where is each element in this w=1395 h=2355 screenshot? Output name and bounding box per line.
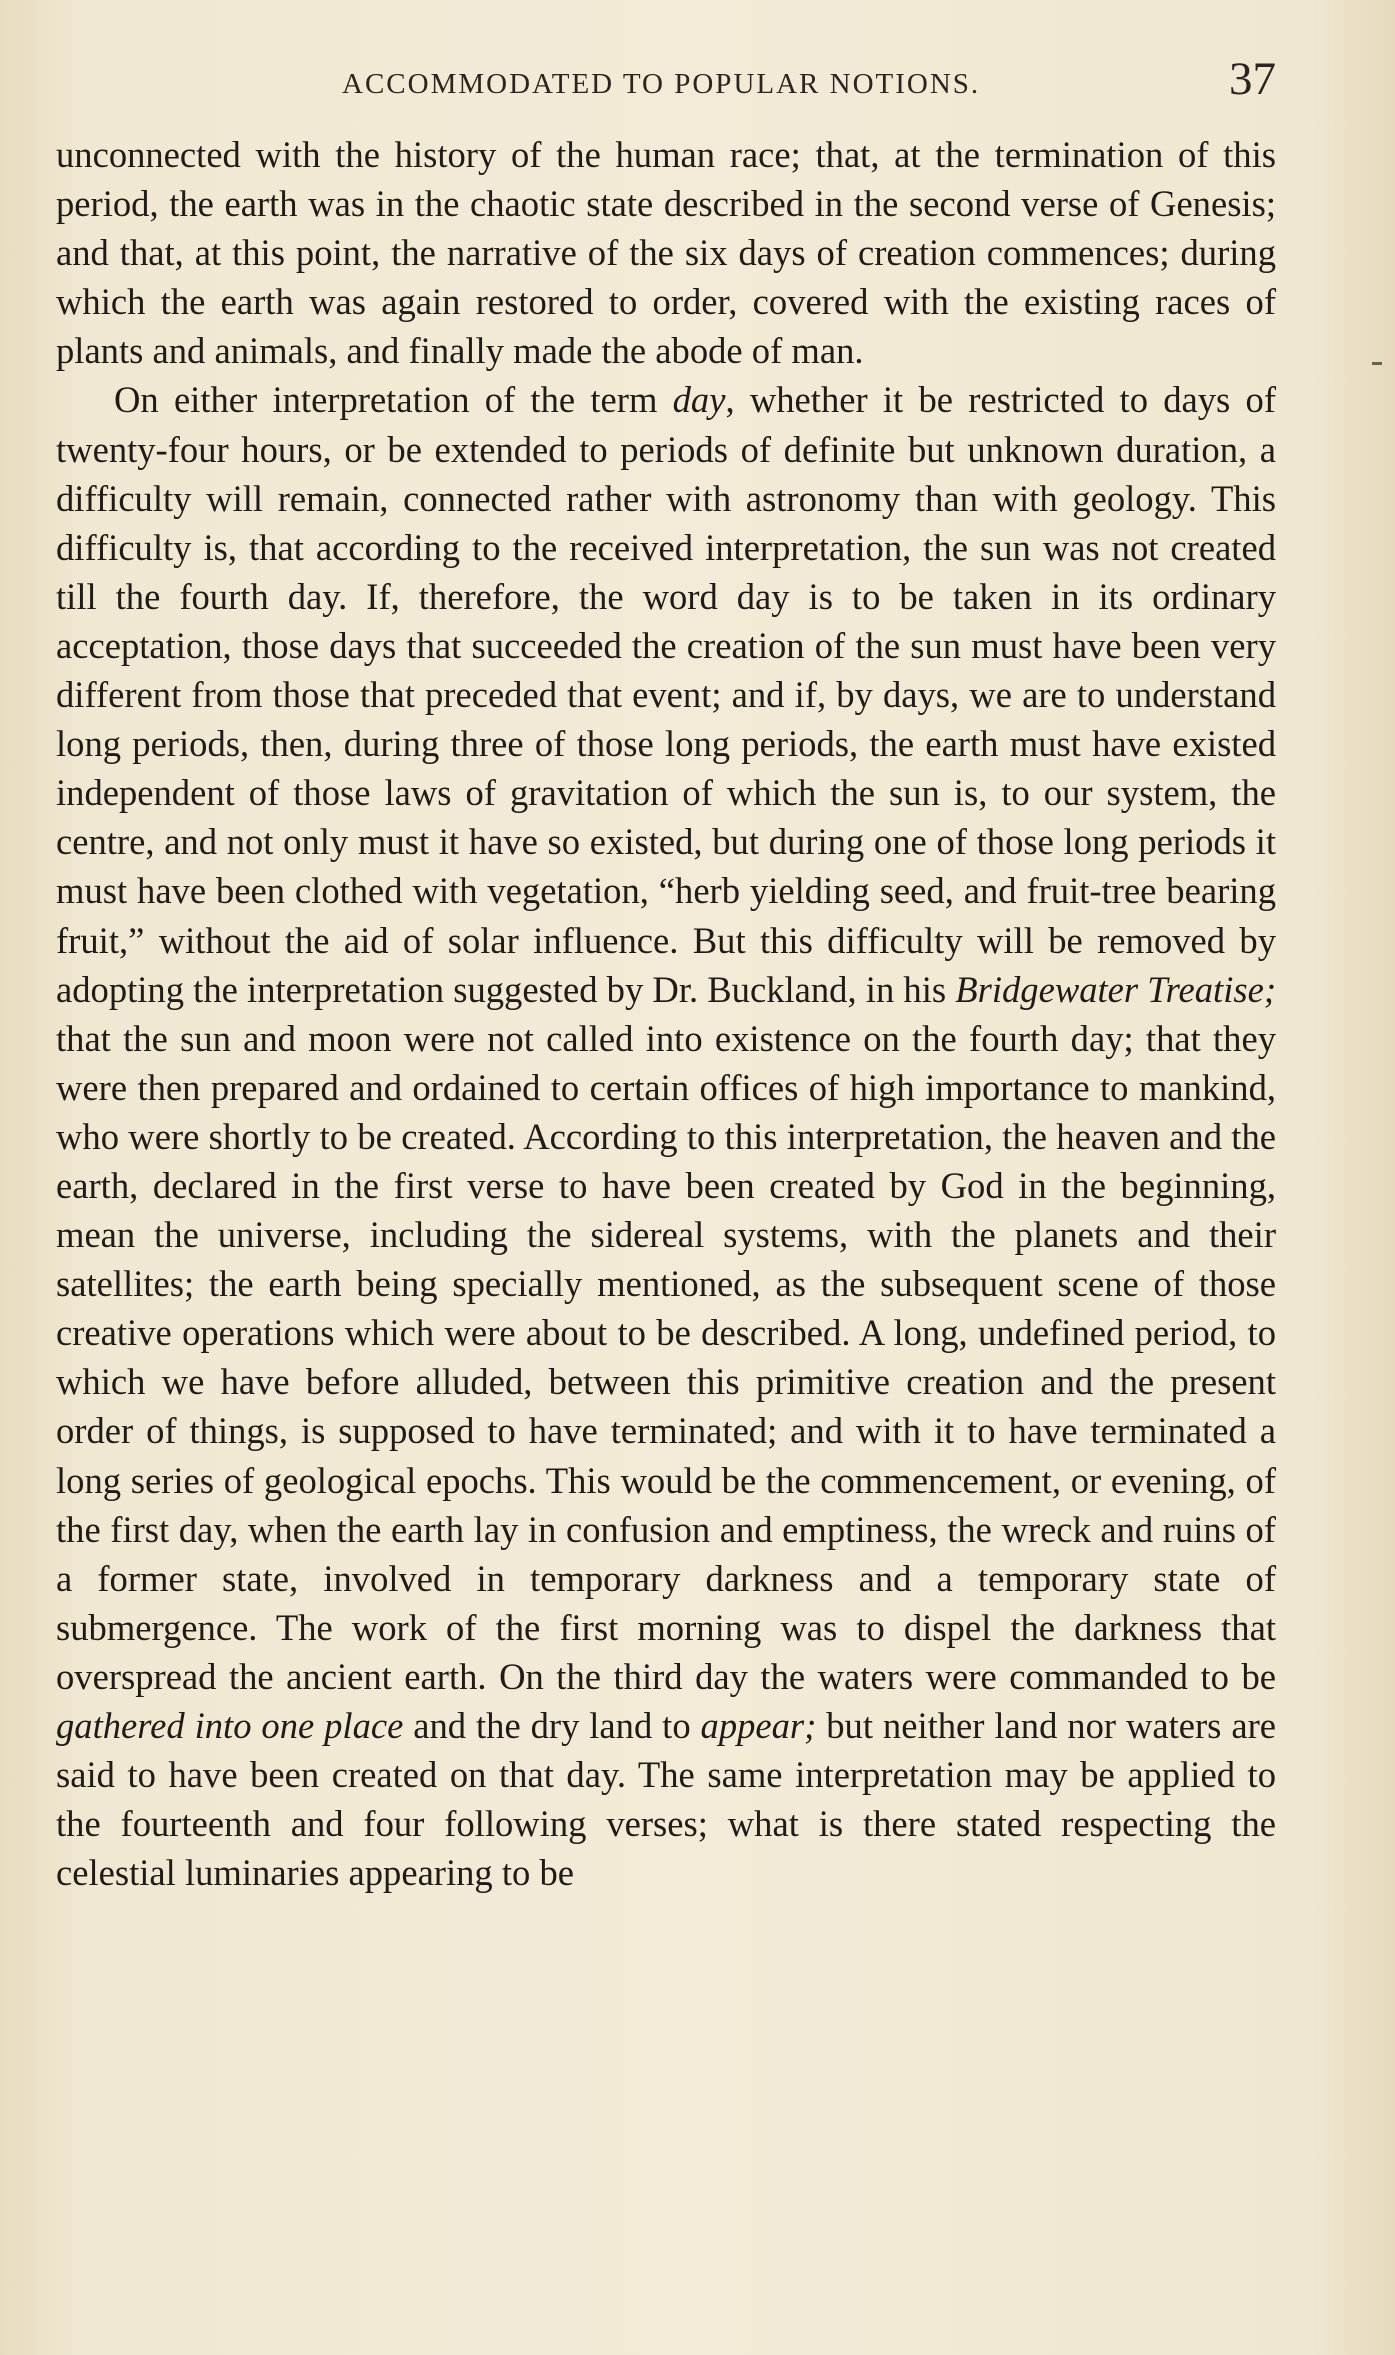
paragraph-2-seg-6: and the dry land to xyxy=(403,1705,701,1746)
paragraph-1 xyxy=(56,130,1276,375)
body-text xyxy=(56,130,1276,1897)
paragraph-2 xyxy=(56,375,1276,1897)
paragraph-2-seg-3: Bridgewater Treatise; xyxy=(955,968,1277,1010)
page-number: 37 xyxy=(1229,53,1276,105)
paragraph-2-seg-1: day xyxy=(672,379,726,421)
paragraph-2-seg-8: but neither land nor waters are said to have been created on that day. The same interpretation may be applied to the fourteenth and four following verses; what is there stated respecting the celestial luminaries appearing to be xyxy=(56,1705,1276,1894)
paragraph-2-seg-5: gathered into one place xyxy=(56,1705,404,1746)
paragraph-2-seg-7: appear; xyxy=(700,1705,817,1746)
page-header xyxy=(56,52,1276,112)
paragraph-2-seg-4: that the sun and moon were not called into existence on the fourth day; that they were then prepared and ordained to certain offices of high importance to mankind, who were shortly to be created. According to this interpretation, the heaven and the earth, declared in the first verse to have been created by God in the beginning, mean the universe, including the sidereal systems, with the planets and their satellites; the earth being specially mentioned, as the subsequent scene of those creative operations which were about to be described. A long, undefined period, to which we have before alluded, between this primitive creation and the present order of things, is supposed to have terminated; and with it to have terminated a long series of geological epochs. This would be the commencement, or evening, of the first day, when the earth lay in confusion and emptiness, the wreck and ruins of a former state, involved in temporary darkness and a temporary state of submergence. The work of the first morning was to dispel the darkness that overspread the ancient earth. On the third day the waters were commanded to be xyxy=(56,1017,1276,1697)
running-head: ACCOMMODATED TO POPULAR NOTIONS. xyxy=(342,68,981,100)
paragraph-1-text: unconnected with the history of the human race; that, at the termination of this period, the earth was in the chaotic state described in the second verse of Genesis; and that, at this point, the narrative of the six days of creation commences; during which the earth was again restored to order, covered with the existing races of plants and animals, and finally made the abode of man. xyxy=(56,134,1276,372)
paragraph-2-seg-0: On either interpretation of the term xyxy=(114,379,673,421)
paragraph-2-seg-2: , whether it be restricted to days of twenty-four hours, or be extended to periods of definite but unknown duration, a difficulty will remain, connected rather with astronomy than with geology. This difficulty is, that according to the received interpretation, the sun was not created till the fourth day. If, therefore, the word day is to be taken in its ordinary acceptation, those days that succeeded the creation of the sun must have been very different from those that preceded that event; and if, by days, we are to understand long periods, then, during three of those long periods, the earth must have existed independent of those laws of gravitation of which the sun is, to our system, the centre, and not only must it have so existed, but during one of those long periods it must have been clothed with vegetation, “herb yielding seed, and fruit-tree bearing fruit,” without the aid of solar influence. But this difficulty will be removed by adopting the interpretation suggested by Dr. Buckland, in his xyxy=(56,379,1276,1010)
margin-mark xyxy=(1372,362,1382,365)
